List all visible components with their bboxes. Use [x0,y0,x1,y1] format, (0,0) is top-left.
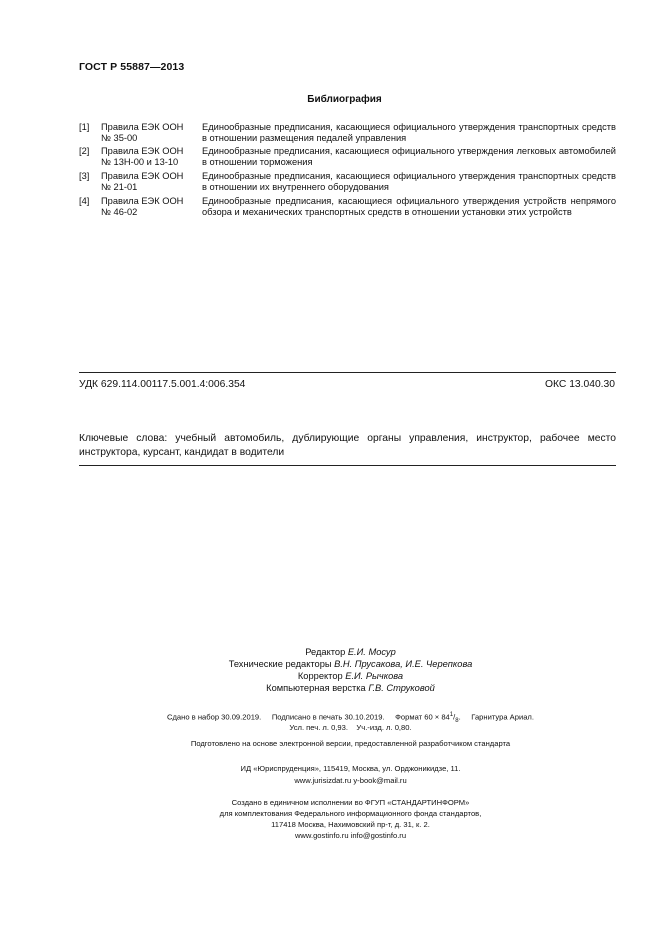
oks-code: ОКС 13.040.30 [545,379,615,390]
print-info-line2: Усл. печ. л. 0,93. Уч.-изд. л. 0,80. [289,723,412,732]
entry-description: Единообразные предписания, касающиеся официального утверждения устройств непрямого обзора и механических транспортных средств в отношении установки этих устройств [202,196,616,218]
entry-number: [4] [79,196,90,206]
divider-top [79,372,616,373]
udk-code: УДК 629.114.00117.5.001.4:006.354 [79,379,246,390]
entry-description: Единообразные предписания, касающиеся официального утверждения транспортных средств в отношении их внутреннего оборудования [202,171,616,193]
entry-number: [3] [79,171,90,181]
credit-corrector: Корректор Е.И. Рычкова [297,671,404,681]
producer-line2: для комплектования Федерального информационного фонда стандартов, [219,809,482,818]
bibliography-entry [79,122,616,146]
producer-line1: Создано в единичном исполнении во ФГУП «СТАНДАРТИНФОРМ» [231,798,470,807]
entry-description: Единообразные предписания, касающиеся официального утверждения легковых автомобилей в отношении торможения [202,146,616,168]
producer-line3: 117418 Москва, Нахимовский пр-т, д. 31, к. 2. [271,820,430,829]
bibliography-title: Библиография [307,94,382,105]
entry-description: Единообразные предписания, касающиеся официального утверждения транспортных средств в отношении размещения педалей управления [202,122,616,144]
bibliography-entry [79,146,616,170]
credit-layout: Компьютерная верстка Г.В. Струковой [266,683,435,693]
print-info-line1: Сдано в набор 30.09.2019. Подписано в печать 30.10.2019. Формат $60 \times 84^1/_8$. Гарнитура Ариал. [167,712,534,725]
entry-source: Правила ЕЭК ООН № 46-02 [101,196,184,218]
entry-source: Правила ЕЭК ООН № 35-00 [101,122,184,144]
credit-editor: Редактор Е.И. Мосур [305,647,396,657]
entry-source: Правила ЕЭК ООН № 21-01 [101,171,184,193]
producer-line4: www.gostinfo.ru info@gostinfo.ru [294,831,407,840]
publisher-contacts: www.jurisizdat.ru y-book@mail.ru [294,776,407,785]
document-code: ГОСТ Р 55887—2013 [79,61,185,73]
prepared-note: Подготовлено на основе электронной версии, предоставленной разработчиком стандарта [190,739,511,748]
bibliography-entry [79,196,616,232]
credit-tech-editors: Технические редакторы В.Н. Прусакова, И.Е. Черепкова [228,659,473,669]
divider-bottom [79,465,616,466]
bibliography-entry [79,171,616,195]
entry-number: [2] [79,146,90,156]
entry-source: Правила ЕЭК ООН № 13Н-00 и 13-10 [101,146,184,168]
entry-number: [1] [79,122,90,132]
publisher-address: ИД «Юриспруденция», 115419, Москва, ул. Орджоникидзе, 11. [240,764,461,773]
keywords: Ключевые слова: учебный автомобиль, дублирующие органы управления, инструктор, рабочее место инструктора, курсант, кандидат в водители [79,433,616,458]
